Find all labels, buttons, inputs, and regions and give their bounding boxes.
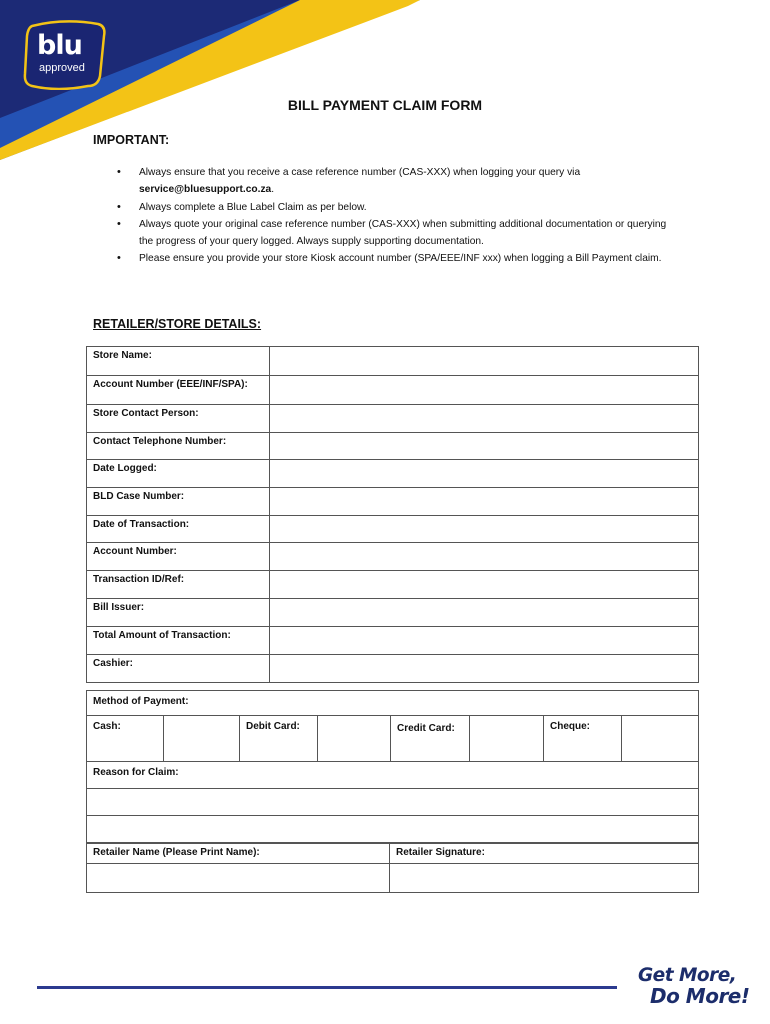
- field-label: Total Amount of Transaction:: [87, 627, 270, 655]
- logo-wordmark: blu: [37, 30, 82, 61]
- retailer-name-label: Retailer Name (Please Print Name):: [87, 844, 390, 864]
- form-title: BILL PAYMENT CLAIM FORM: [287, 97, 483, 113]
- bullet-text: Always quote your original case reference number (CAS-XXX) when submitting additional documentation or querying the progress of your query logged. Always supply supporting documentation.: [139, 218, 667, 248]
- table-row: [87, 691, 699, 716]
- table-row: [87, 543, 699, 571]
- account-number-eee-field[interactable]: [270, 376, 699, 405]
- reason-for-claim-label: Reason for Claim:: [87, 762, 699, 789]
- field-label: BLD Case Number:: [87, 488, 270, 516]
- retailer-signature-field[interactable]: [390, 864, 699, 893]
- field-label: Date of Transaction:: [87, 516, 270, 543]
- table-row: [87, 571, 699, 599]
- table-row: [87, 433, 699, 460]
- table-row: [87, 599, 699, 627]
- slogan-line-2: Do More!: [650, 984, 750, 1008]
- method-of-payment-label: Method of Payment:: [87, 691, 699, 716]
- slogan-line-1: Get More,: [638, 965, 737, 986]
- reason-line-2-field[interactable]: [87, 816, 699, 843]
- retailer-name-field[interactable]: [87, 864, 390, 893]
- credit-card-checkbox[interactable]: [470, 716, 544, 762]
- debit-card-label: Debit Card:: [240, 716, 318, 762]
- field-label: Cashier:: [87, 655, 270, 683]
- table-row: [87, 460, 699, 488]
- field-label: Transaction ID/Ref:: [87, 571, 270, 599]
- important-item: [139, 216, 679, 251]
- table-row: [87, 655, 699, 683]
- important-list: [139, 164, 679, 268]
- table-row: [87, 627, 699, 655]
- table-row: [87, 716, 699, 762]
- account-number-field[interactable]: [270, 543, 699, 571]
- bld-case-number-field[interactable]: [270, 488, 699, 516]
- bullet-text: Always ensure that you receive a case reference number (CAS-XXX) when logging your query via: [139, 167, 581, 178]
- retailer-signature-label: Retailer Signature:: [390, 844, 699, 864]
- date-logged-field[interactable]: [270, 460, 699, 488]
- table-row: [87, 844, 699, 864]
- field-label: Account Number:: [87, 543, 270, 571]
- bullet-text: Always complete a Blue Label Claim as per below.: [139, 201, 367, 213]
- table-row: [87, 405, 699, 433]
- credit-card-label: Credit Card:: [391, 716, 470, 762]
- cheque-checkbox[interactable]: [622, 716, 699, 762]
- field-label: Store Name:: [87, 347, 270, 376]
- logo-subtitle: approved: [39, 62, 85, 74]
- cash-label: Cash:: [87, 716, 164, 762]
- reason-line-1-field[interactable]: [87, 789, 699, 816]
- field-label: Date Logged:: [87, 460, 270, 488]
- transaction-id-field[interactable]: [270, 571, 699, 599]
- cash-checkbox[interactable]: [164, 716, 240, 762]
- store-name-field[interactable]: [270, 347, 699, 376]
- field-label: Store Contact Person:: [87, 405, 270, 433]
- footer-divider: [37, 986, 617, 989]
- support-email-link[interactable]: service@bluesupport.co.za: [139, 184, 272, 196]
- table-row: [87, 488, 699, 516]
- table-row: [87, 816, 699, 843]
- retailer-details-heading: RETAILER/STORE DETAILS:: [93, 317, 262, 331]
- bullet-text: Please ensure you provide your store Kiosk account number (SPA/EEE/INF xxx) when logging a Bill Payment claim.: [139, 253, 662, 265]
- retailer-signoff-table: [86, 843, 699, 893]
- table-row: [87, 789, 699, 816]
- store-contact-field[interactable]: [270, 405, 699, 433]
- bullet-tail: .: [271, 184, 275, 196]
- table-row: [87, 864, 699, 893]
- table-row: [87, 762, 699, 789]
- table-row: [87, 376, 699, 405]
- important-item: [139, 164, 679, 199]
- date-of-transaction-field[interactable]: [270, 516, 699, 543]
- field-label: Contact Telephone Number:: [87, 433, 270, 460]
- footer-slogan: [638, 966, 750, 1006]
- contact-telephone-field[interactable]: [270, 433, 699, 460]
- important-item: [139, 199, 679, 216]
- important-heading: IMPORTANT:: [93, 133, 170, 147]
- bill-issuer-field[interactable]: [270, 599, 699, 627]
- cheque-label: Cheque:: [544, 716, 622, 762]
- cashier-field[interactable]: [270, 655, 699, 683]
- store-details-table: [86, 346, 699, 683]
- important-item: [139, 250, 679, 267]
- debit-card-checkbox[interactable]: [318, 716, 391, 762]
- table-row: [87, 347, 699, 376]
- payment-method-table: [86, 690, 699, 843]
- field-label: Account Number (EEE/INF/SPA):: [87, 376, 270, 405]
- total-amount-field[interactable]: [270, 627, 699, 655]
- table-row: [87, 516, 699, 543]
- field-label: Bill Issuer:: [87, 599, 270, 627]
